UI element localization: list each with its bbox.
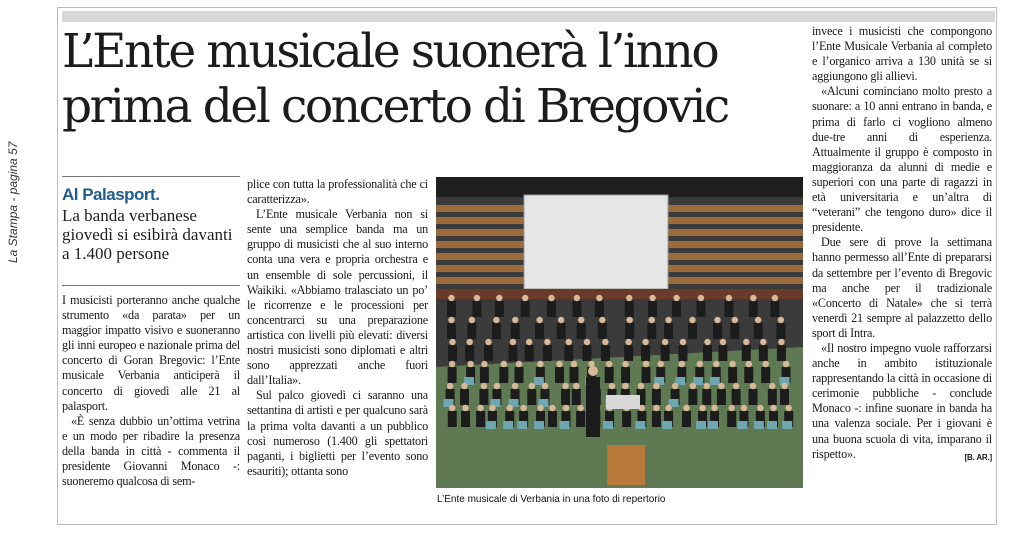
col2-paragraph: L’Ente musicale Verbania non si sente una semplice banda ma un gruppo di musicisti che al suo interno conta una vera e propria orchestra e un ensemble di sole percussioni, il Waikiki. «Abbiamo tralasciato un po’ le ricorrenze e le processioni per concentrarci su una preparazione artistica con livelli più elevati: diversi nostri musicisti sono diplomati e altri sono apprezzati anche fuori dall’Italia». xyxy=(247,207,428,388)
col1-paragraph: «È senza dubbio un’ottima vetrina e un modo per ribadire la presenza della banda in città - commenta il presidente Giovanni Monaco -: suoneremo qualcosa di sem- xyxy=(62,413,240,489)
kicker: Al Palasport. xyxy=(62,185,160,204)
headline: L’Ente musicale suonerà l’inno prima del concerto di Bregovic xyxy=(62,24,728,134)
col3-paragraph: «Alcuni cominciano molto presto a suonare: a 10 anni entrano in banda, e prima di farlo ci vogliono almeno due-tre anni di esperienza. Attualmente il gruppo è composto in maggioranza da alunni di medie e superiori con una parte di ragazzi in età universitaria e un’altra di “veterani” che tengono duro» dice il presidente. xyxy=(812,84,992,235)
col3-paragraph xyxy=(812,341,992,462)
col3-last-text: «Il nostro impegno vuole rafforzarsi anche in ambito istituzionale rappresentando la città in occasione di cerimonie pubbliche - conclude Monaco -: infine suonare in banda ha una valenza sociale. Per i giovani è una buona scuola di vita, imparano il rispetto». xyxy=(812,340,992,461)
band-photo xyxy=(436,177,803,488)
column-2 xyxy=(247,177,428,479)
photo-caption: L’Ente musicale di Verbania in una foto di repertorio xyxy=(437,494,666,505)
col1-paragraph: I musicisti porteranno anche qualche strumento «da parata» per un maggior impatto visivo e suoneranno gli inni europeo e nazionale prima del concerto di Goran Bregovic: l’Ente musicale Verbania anticiperà il concerto di giovedì alle 21 al palasport. xyxy=(62,293,240,413)
column-1 xyxy=(62,293,240,489)
col2-paragraph: Sul palco giovedì ci saranno una settantina di artisti e per qualcuno sarà la prima volta davanti a un pubblico così numeroso (1.400 gli spettatori paganti, i biglietti per l’evento sono esauriti); ottanta sono xyxy=(247,388,428,478)
column-3 xyxy=(812,24,992,465)
subhead: La banda verbanese giovedì si esibirà davanti a 1.400 persone xyxy=(62,206,233,263)
col2-paragraph: plice con tutta la professionalità che ci caratterizza». xyxy=(247,177,428,207)
col3-paragraph: invece i musicisti che compongono l’Ente Musicale Verbania al completo e l’organico arriva a 130 unità se si aggiungono gli allievi. xyxy=(812,24,992,84)
col3-paragraph: Due sere di prove la settimana hanno permesso all’Ente di prepararsi da settembre per l’evento di Bregovic ma anche per il tradizionale «Concerto di Natale» che si terrà venerdì 21 sempre al palazzetto dello sport di Intra. xyxy=(812,235,992,340)
source-label: La Stampa - pagina 57 xyxy=(6,141,20,263)
band-photo-image xyxy=(436,177,803,488)
subhead-rule xyxy=(62,285,240,286)
kicker-rule xyxy=(62,176,240,177)
top-bar xyxy=(62,11,995,22)
author-signature: [B. AR.] xyxy=(964,452,992,462)
